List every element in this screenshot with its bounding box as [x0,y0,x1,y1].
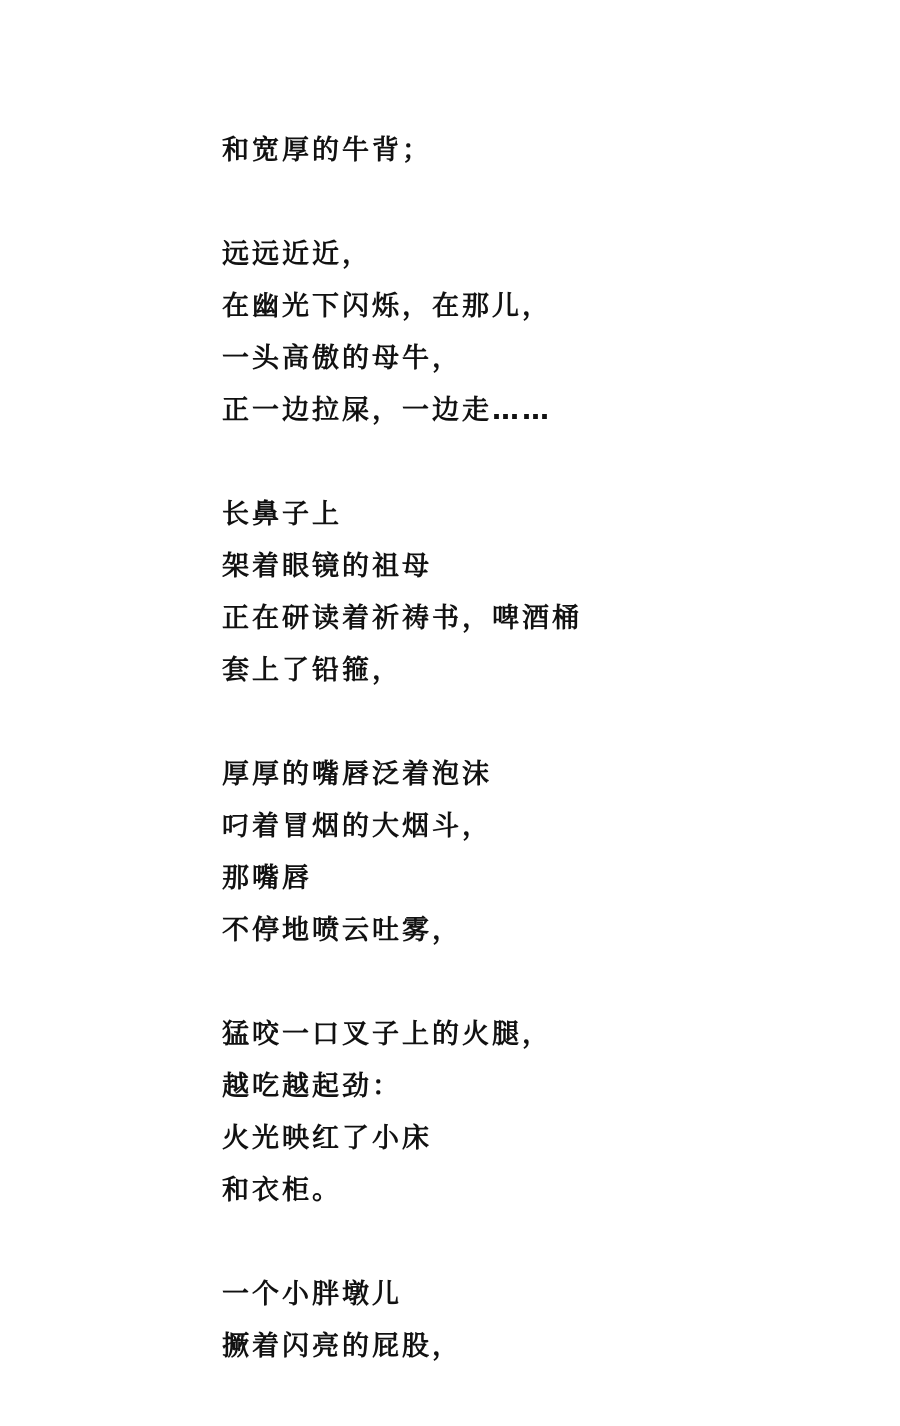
stanza-5 [222,1009,862,1217]
poem-line: 正在研读着祈祷书，啤酒桶 [222,603,582,634]
poem-line: 和宽厚的牛背； [222,135,432,166]
poem-line: 一头高傲的母牛， [222,343,462,374]
poem-line: 撅着闪亮的屁股， [222,1331,462,1362]
stanza-break [222,1217,862,1269]
stanza-break [222,177,862,229]
poem-line: 长鼻子上 [222,499,342,530]
stanza-4 [222,749,862,957]
stanza-break [222,697,862,749]
poem-line: 猛咬一口叉子上的火腿， [222,1019,552,1050]
stanza-2 [222,229,862,437]
poem-line: 越吃越起劲： [222,1071,402,1102]
poem-line: 和衣柜。 [222,1175,342,1206]
poem-text [222,125,862,1373]
stanza-break [222,437,862,489]
poem-line: 那嘴唇 [222,863,312,894]
poem-line: 厚厚的嘴唇泛着泡沫 [222,759,492,790]
poem-line: 套上了铅箍， [222,655,402,686]
poem-line: 火光映红了小床 [222,1123,432,1154]
stanza-break [222,957,862,1009]
stanza-6 [222,1269,862,1373]
poem-line: 正一边拉屎，一边走…… [222,395,552,426]
stanza-1 [222,125,862,177]
poem-line: 不停地喷云吐雾， [222,915,462,946]
poem-line: 在幽光下闪烁，在那儿， [222,291,552,322]
poem-line: 一个小胖墩儿 [222,1279,402,1310]
stanza-3 [222,489,862,697]
poem-line: 叼着冒烟的大烟斗， [222,811,492,842]
poem-line: 架着眼镜的祖母 [222,551,432,582]
poem-line: 远远近近， [222,239,372,270]
